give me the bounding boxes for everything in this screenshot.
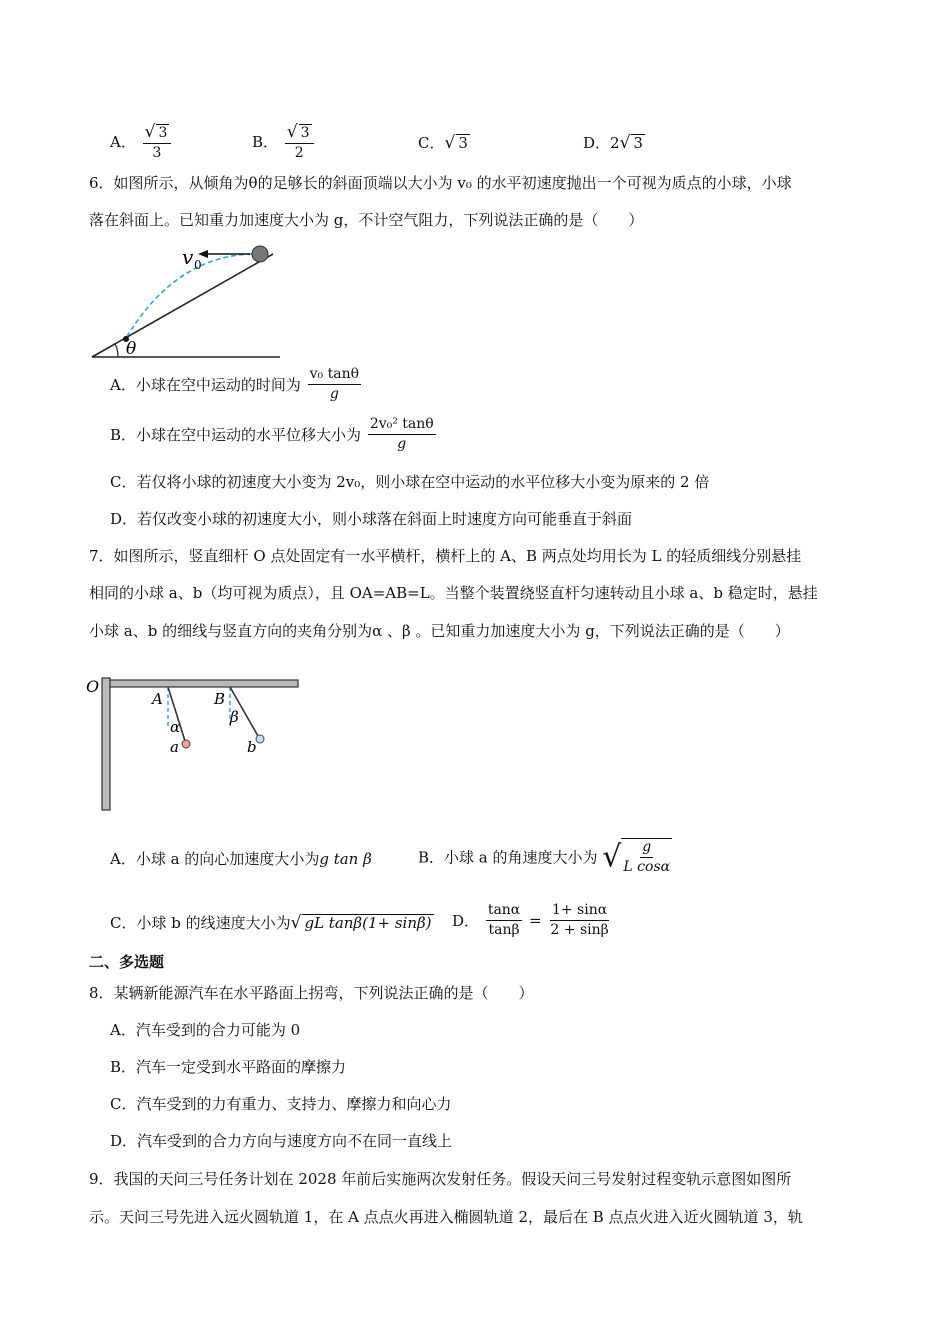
q6-stem-line1: 6．如图所示，从倾角为θ的足够长的斜面顶端以大小为 v₀ 的水平初速度抛出一个可视为质点的小球，小球 [89, 174, 792, 192]
q6-option-d: D．若仅改变小球的初速度大小，则小球落在斜面上时速度方向可能垂直于斜面 [110, 510, 633, 528]
q7-b-denominator: L cosα [623, 859, 671, 875]
q5-option-d-letter: D． [583, 134, 611, 152]
q7-option-b-text: B．小球 a 的角速度大小为 [418, 848, 598, 867]
ball-b [256, 735, 264, 743]
q7-option-c-text: C．小球 b 的线速度大小为 [110, 914, 291, 932]
q7-d-left-denominator: tanβ [488, 922, 520, 938]
q7-d-right-numerator: 1+ sinα [550, 902, 609, 921]
q7-b-numerator: g [640, 839, 653, 858]
q7-stem-line2: 相同的小球 a、b（均可视为质点），且 OA=AB=L。当整个装置绕竖直杆匀速转动且小球 a、b 稳定时，悬挂 [89, 584, 818, 602]
q5-option-b-letter: B． [252, 133, 279, 151]
q6-b-denominator: g [397, 436, 407, 452]
vertical-rod [102, 678, 110, 810]
q6-a-denominator: g [329, 386, 339, 402]
q6-option-a [110, 366, 363, 403]
q5-d-radicand: 3 [633, 134, 643, 152]
q5-option-d: D．2√ 3 [583, 133, 643, 153]
q7-rotating-rod-figure [84, 668, 304, 814]
q5-option-c-letter: C． [418, 134, 445, 152]
q7-d-right-denominator: 2 + sinβ [550, 922, 609, 938]
q9-stem-line1: 9．我国的天问三号任务计划在 2028 年前后实施两次发射任务。假设天问三号发射过程变轨示意图如图所 [89, 1170, 792, 1188]
angle-arc [115, 344, 118, 357]
q5-a-denominator: 3 [152, 145, 162, 161]
label-ball-b: b [247, 738, 257, 756]
q6-a-numerator: v₀ tanθ [308, 366, 361, 385]
q5-c-radicand: 3 [458, 134, 468, 152]
horizontal-rod [110, 680, 298, 687]
label-o: O [86, 677, 100, 696]
q7-option-a-text: A．小球 a 的向心加速度大小为 [110, 850, 320, 868]
q6-incline-figure [88, 236, 288, 364]
v0-label: v [182, 245, 194, 269]
q7-option-d-letter: D． [452, 912, 480, 930]
q5-a-radicand: 3 [158, 125, 168, 141]
q5-option-a [110, 124, 173, 162]
q6-option-c: C．若仅将小球的初速度大小变为 2v₀，则小球在空中运动的水平位移大小变为原来的 2 倍 [110, 473, 710, 491]
q5-d-coef: 2 [610, 134, 620, 152]
q7-d-equals: = [529, 911, 542, 930]
q6-option-b-text: B．小球在空中运动的水平位移大小为 [110, 426, 362, 444]
label-beta: β [230, 708, 239, 726]
q7-stem-line3: 小球 a、b 的细线与竖直方向的夹角分别为α 、β 。已知重力加速度大小为 g，下列说法正确的是（ ） [89, 622, 790, 640]
q5-b-denominator: 2 [294, 145, 304, 161]
q9-stem-line2: 示。天问三号先进入远火圆轨道 1，在 A 点点火再进入椭圆轨道 2，最后在 B 点点火进入近火圆轨道 3，轨 [89, 1208, 803, 1226]
ball [252, 246, 268, 262]
q7-option-b: B．小球 a 的角速度大小为 √ $\frac{g}{\text{L cosα}}$ [418, 839, 671, 875]
section-heading-multiple-choice: 二、多选题 [89, 953, 165, 971]
q8-option-d: D．汽车受到的合力方向与速度方向不在同一直线上 [110, 1132, 453, 1150]
q8-option-b: B．汽车一定受到水平路面的摩擦力 [110, 1058, 347, 1076]
q7-stem-line1: 7．如图所示，竖直细杆 O 点处固定有一水平横杆，横杆上的 A、B 两点处均用长为 L 的轻质细线分别悬挂 [89, 547, 802, 565]
v0-subscript: 0 [194, 258, 202, 272]
q5-option-a-letter: A． [110, 133, 136, 151]
q7-a-expression: g tan β [319, 850, 372, 868]
q6-b-numerator: 2v₀² tanθ [368, 416, 436, 435]
label-ball-a: a [170, 738, 179, 756]
q5-option-c: C．√ 3 [418, 133, 468, 153]
q7-option-d [452, 902, 613, 939]
incline-line [92, 254, 273, 357]
label-a-point: A [152, 690, 163, 708]
q6-option-b [110, 416, 438, 453]
ball-a [182, 740, 190, 748]
q6-option-a-text: A．小球在空中运动的时间为 [110, 376, 301, 394]
label-b-point: B [214, 690, 226, 708]
q5-option-b [252, 124, 316, 162]
q7-option-c: C．小球 b 的线速度大小为√ gL tanβ(1+ sinβ) [110, 913, 432, 933]
q8-option-c: C．汽车受到的力有重力、支持力、摩擦力和向心力 [110, 1095, 452, 1113]
q7-d-left-numerator: tanα [486, 902, 522, 921]
velocity-arrowhead [198, 250, 208, 258]
q8-option-a: A．汽车受到的合力可能为 0 [110, 1021, 301, 1039]
q5-option-a-fraction: $\frac{√ 3}{3}$ [143, 124, 172, 162]
q6-stem-line2: 落在斜面上。已知重力加速度大小为 g，不计空气阻力，下列说法正确的是（ ） [89, 211, 644, 229]
q5-b-radicand: 3 [300, 125, 310, 141]
q5-option-b-fraction: $\frac{√ 3}{2}$ [285, 124, 314, 162]
q7-option-a [110, 848, 372, 869]
q8-stem: 8．某辆新能源汽车在水平路面上拐弯，下列说法正确的是（ ） [89, 984, 534, 1002]
theta-label: θ [126, 339, 137, 359]
q7-c-expression: gL tanβ(1+ sinβ) [304, 914, 432, 932]
label-alpha: α [170, 718, 181, 736]
